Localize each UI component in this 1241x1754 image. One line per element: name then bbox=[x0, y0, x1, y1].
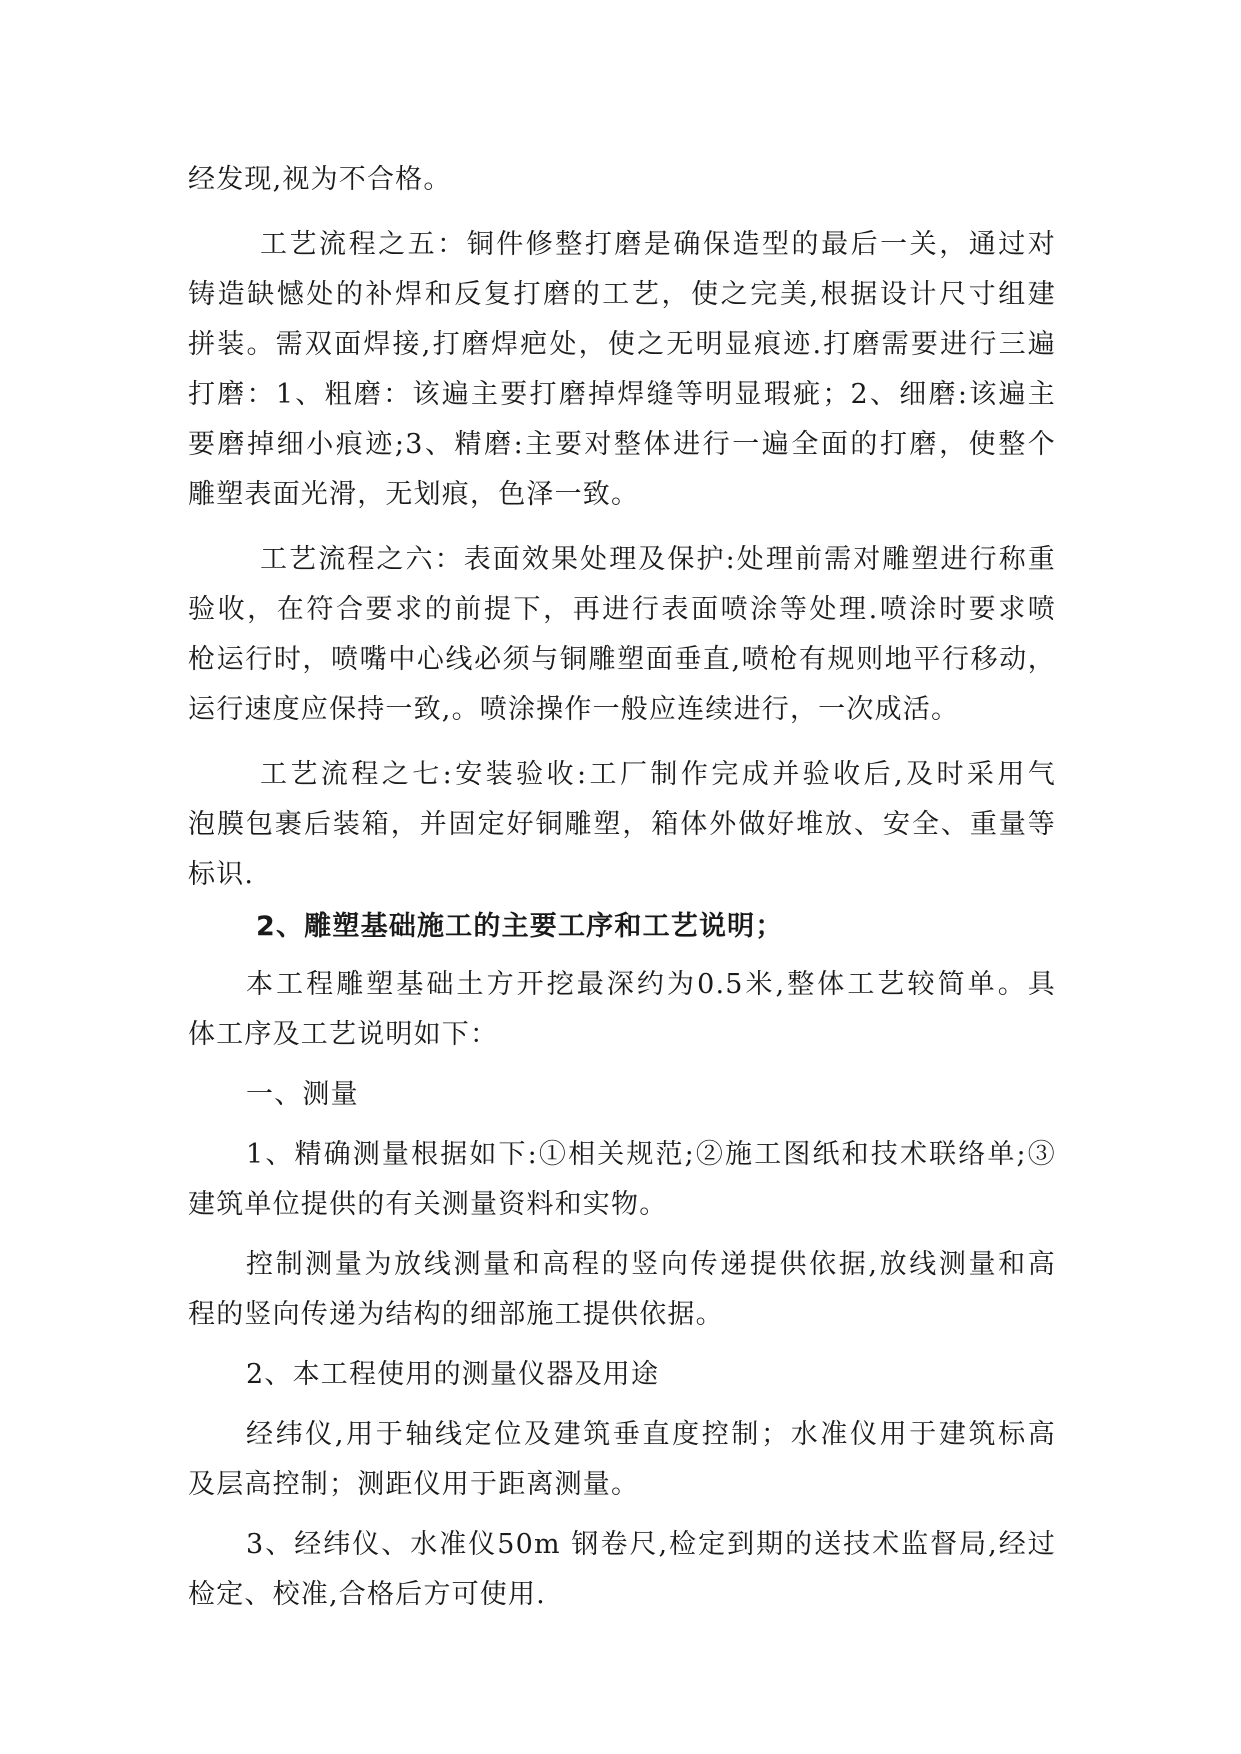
paragraph-line: 经纬仪,用于轴线定位及建筑垂直度控制；水准仪用于建筑标高 bbox=[246, 1419, 1056, 1450]
paragraph-line: 本工程雕塑基础土方开挖最深约为0.5米,整体工艺较简单。具 bbox=[246, 969, 1056, 1000]
paragraph-line: 建筑单位提供的有关测量资料和实物。 bbox=[188, 1189, 668, 1220]
paragraph-line: 工艺流程之七:安装验收:工厂制作完成并验收后,及时采用气 bbox=[260, 759, 1056, 790]
paragraph-line: 打磨：1、粗磨：该遍主要打磨掉焊缝等明显瑕疵；2、细磨:该遍主 bbox=[188, 379, 1056, 410]
paragraph-line: 验收，在符合要求的前提下，再进行表面喷涂等处理.喷涂时要求喷 bbox=[188, 594, 1056, 625]
paragraph-line: 工艺流程之五：铜件修整打磨是确保造型的最后一关，通过对 bbox=[260, 229, 1056, 260]
paragraph-line: 体工序及工艺说明如下： bbox=[188, 1019, 499, 1050]
paragraph-line: 标识. bbox=[188, 859, 255, 890]
paragraph-line: 拼装。需双面焊接,打磨焊疤处，使之无明显痕迹.打磨需要进行三遍 bbox=[188, 329, 1056, 360]
paragraph-line: 程的竖向传递为结构的细部施工提供依据。 bbox=[188, 1299, 724, 1330]
paragraph-line: 枪运行时，喷嘴中心线必须与铜雕塑面垂直,喷枪有规则地平行移动， bbox=[188, 644, 1056, 675]
subsection-heading: 2、本工程使用的测量仪器及用途 bbox=[246, 1359, 660, 1390]
subsection-heading: 一、测量 bbox=[246, 1079, 359, 1110]
paragraph-line: 雕塑表面光滑，无划痕，色泽一致。 bbox=[188, 479, 640, 510]
paragraph-line: 及层高控制；测距仪用于距离测量。 bbox=[188, 1469, 640, 1500]
paragraph-line: 控制测量为放线测量和高程的竖向传递提供依据,放线测量和高 bbox=[246, 1249, 1056, 1280]
paragraph-line: 3、经纬仪、水准仪50m 钢卷尺,检定到期的送技术监督局,经过 bbox=[246, 1529, 1056, 1560]
section-heading: 2、雕塑基础施工的主要工序和工艺说明； bbox=[256, 911, 784, 942]
paragraph-line: 1、精确测量根据如下:①相关规范;②施工图纸和技术联络单;③ bbox=[246, 1139, 1056, 1170]
paragraph-line: 铸造缺憾处的补焊和反复打磨的工艺，使之完美,根据设计尺寸组建 bbox=[188, 279, 1056, 310]
paragraph-line: 工艺流程之六：表面效果处理及保护:处理前需对雕塑进行称重 bbox=[260, 544, 1056, 575]
paragraph-line: 要磨掉细小痕迹;3、精磨:主要对整体进行一遍全面的打磨，使整个 bbox=[188, 429, 1056, 460]
paragraph-line: 经发现,视为不合格。 bbox=[188, 164, 452, 195]
paragraph-line: 检定、校准,合格后方可使用. bbox=[188, 1579, 546, 1610]
paragraph-line: 泡膜包裹后装箱，并固定好铜雕塑，箱体外做好堆放、安全、重量等 bbox=[188, 809, 1056, 840]
paragraph-line: 运行速度应保持一致,。喷涂操作一般应连续进行，一次成活。 bbox=[188, 694, 960, 725]
